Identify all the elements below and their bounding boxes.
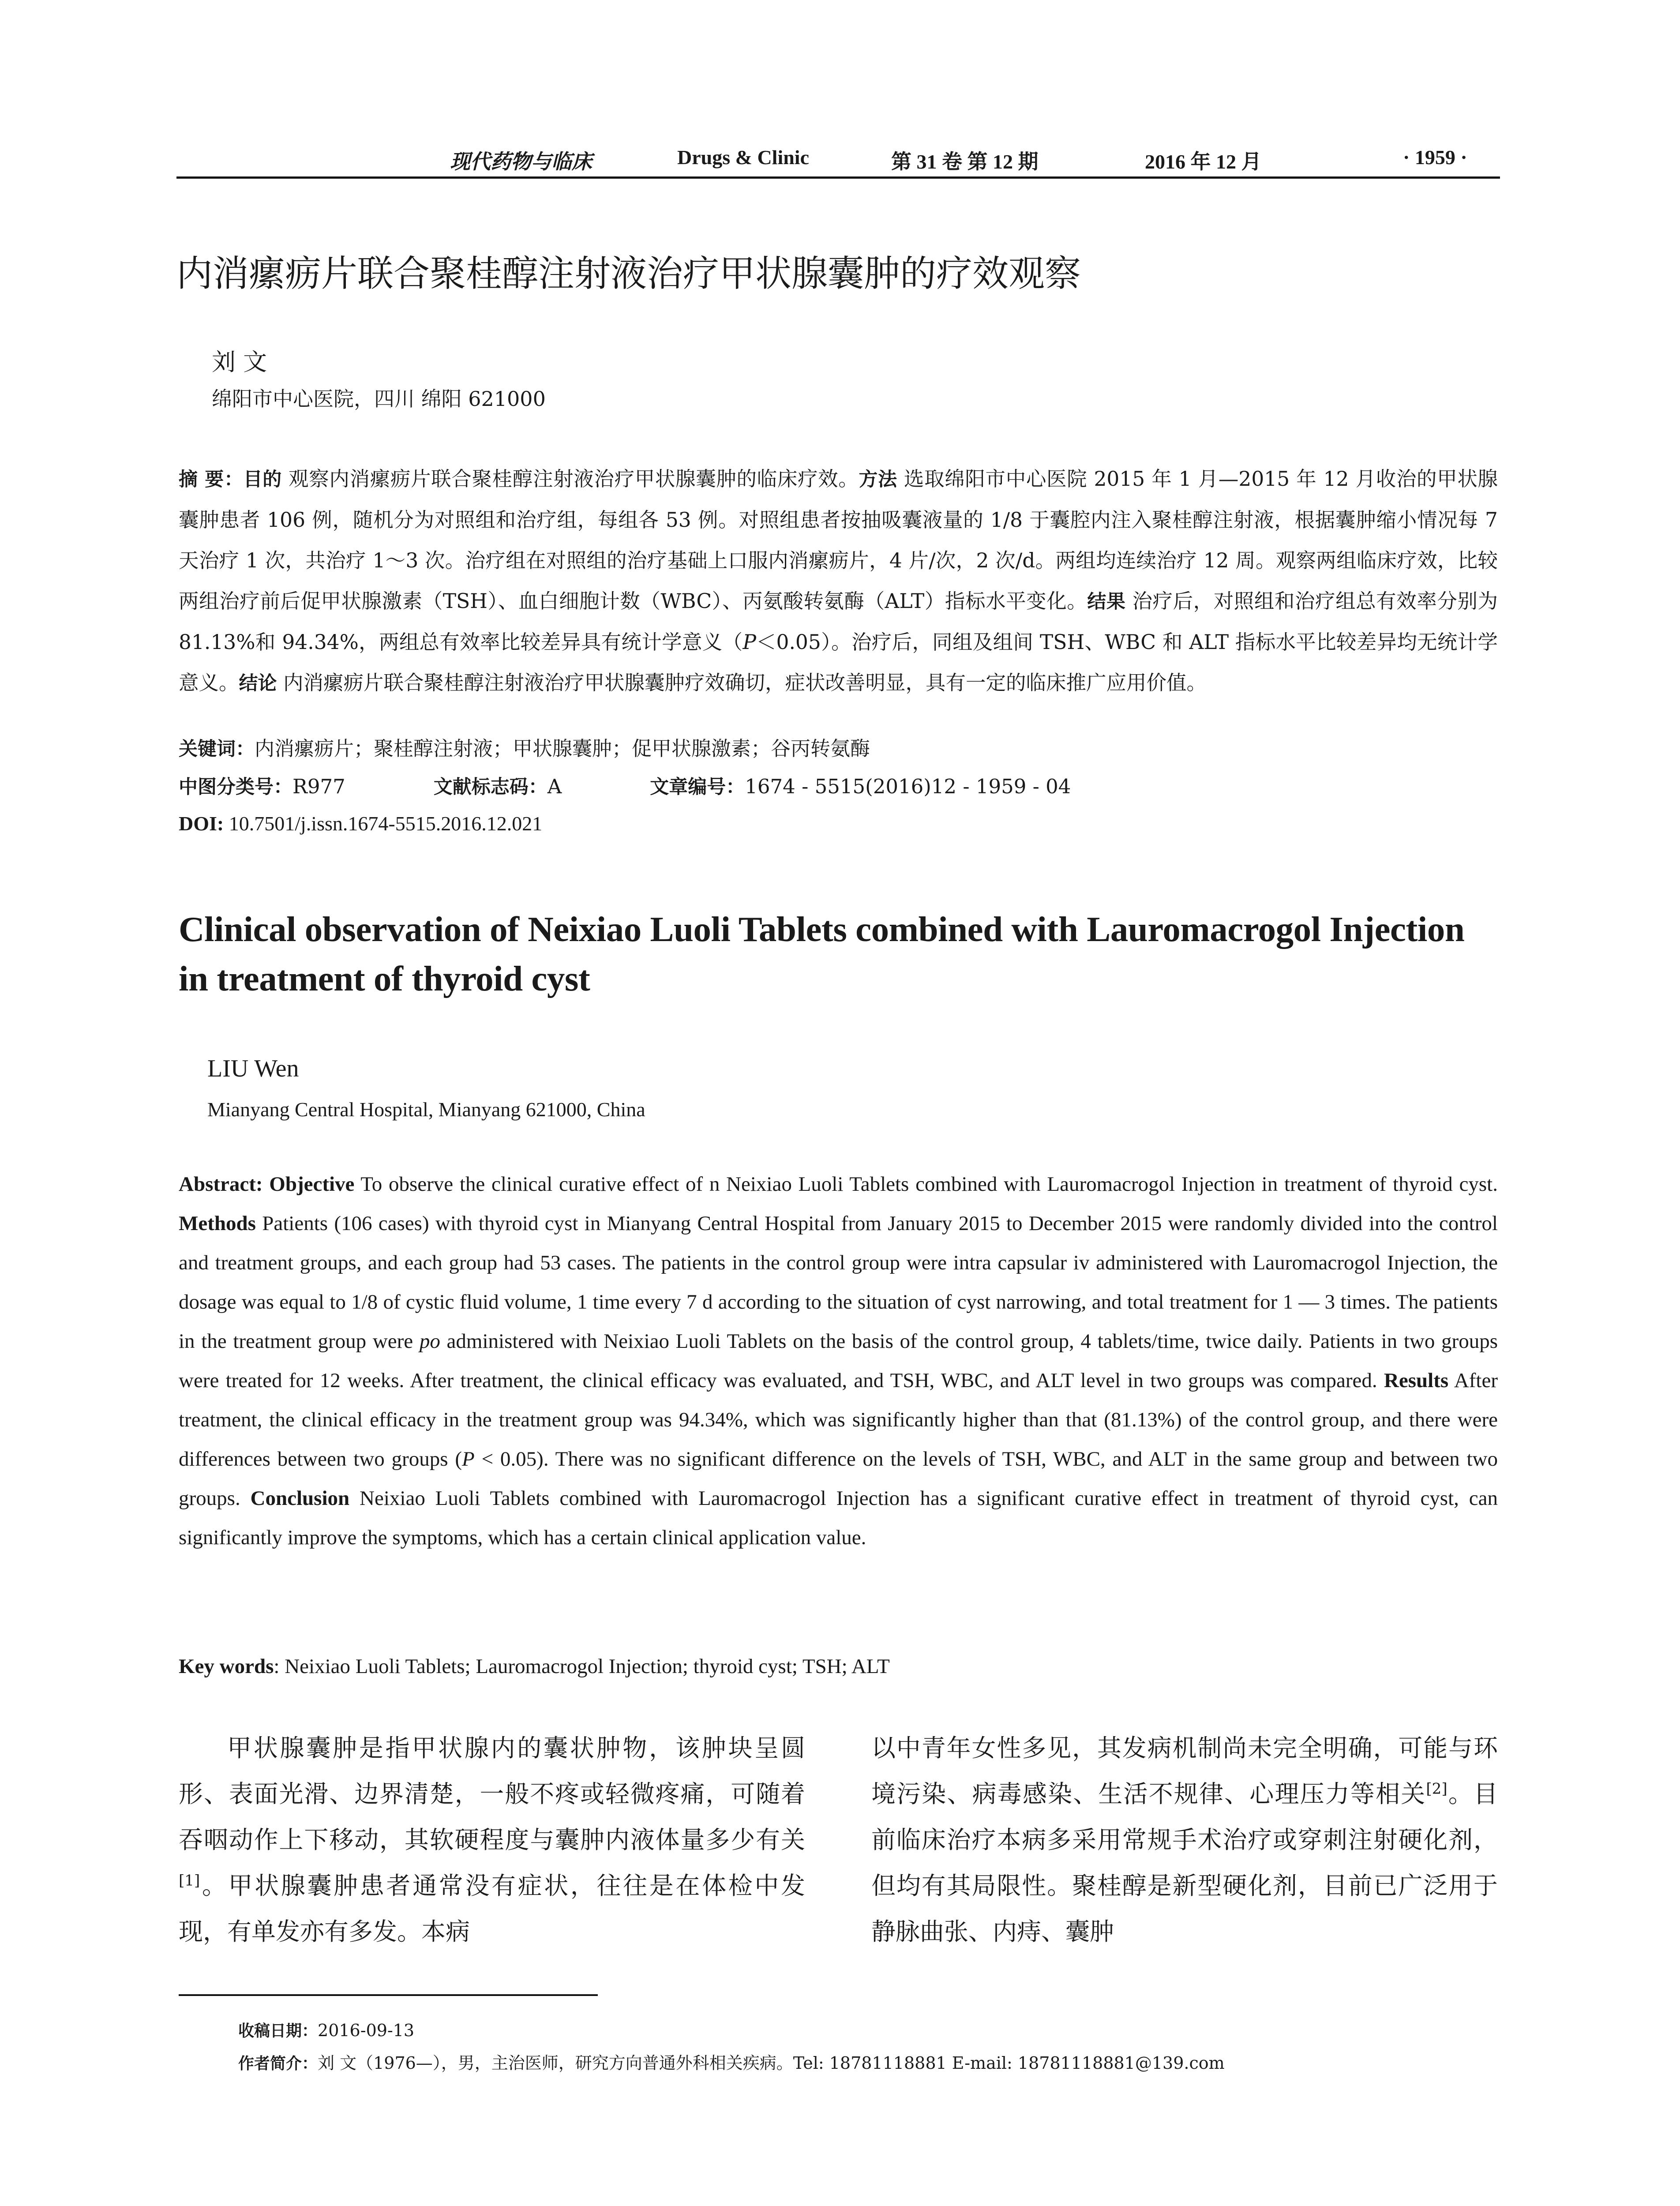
objective-label-cn: 目的 (243, 469, 282, 491)
classification-line (179, 772, 1071, 799)
author-cn: 刘 文 (212, 348, 267, 376)
clc-label: 中图分类号： (179, 776, 292, 798)
conclusion-text-cn: 内消瘰疬片联合聚桂醇注射液治疗甲状腺囊肿疗效确切，症状改善明显，具有一定的临床推广应用价值。 (277, 671, 1207, 694)
objective-text-cn: 观察内消瘰疬片联合聚桂醇注射液治疗甲状腺囊肿的临床疗效。 (281, 467, 859, 491)
issue-date: 2016 年 12 月 (1145, 150, 1262, 173)
results-label-cn: 结果 (1087, 591, 1126, 613)
objective-text-en: To observe the clinical curative effect of n Neixiao Luoli Tablets combined with Lauromacrogol Injection in treatment of thyroid cyst. (354, 1173, 1498, 1196)
keywords-text-cn: 内消瘰疬片；聚桂醇注射液；甲状腺囊肿；促甲状腺激素；谷丙转氨酶 (255, 737, 870, 760)
author-bio (238, 2049, 1225, 2074)
conclusion-label-cn: 结论 (239, 672, 277, 694)
doc-code-value: A (547, 775, 562, 798)
footnote-rule (179, 1994, 598, 1996)
journal-name-cn: 现代药物与临床 (450, 150, 592, 173)
running-header (176, 132, 1500, 185)
results-text-en-1: After treatment, the clinical efficacy in the treatment group was 94.34%, which was significantly higher than that (81.13%) of the control group, and there were differences between two groups ( (179, 1369, 1498, 1471)
bio-text: 刘 文（1976—），男，主治医师，研究方向普通外科相关疾病。Tel: 18781118881 E-mail: 18781118881@139.com (318, 2053, 1225, 2073)
received-value: 2016-09-13 (318, 2021, 415, 2040)
abstract-label-en: Abstract: Objective (179, 1173, 355, 1196)
body-left-text-2: 。甲状腺囊肿患者通常没有症状，往往是在体检中发现，有单发亦有多发。本病 (179, 1872, 805, 1946)
methods-text-cn: 选取绵阳市中心医院 2015 年 1 月—2015 年 12 月收治的甲状腺囊肿患者 106 例，随机分为对照组和治疗组，每组各 53 例。对照组患者按抽吸囊液量的 1/8 于囊腔内注入聚桂醇注射液，根据囊肿缩小情况每 7 天治疗 1 次，共治疗 1～3 次。治疗组在对照组的治疗基础上口服内消瘰疬片，4 片/次，2 次/d。两组均连续治疗 12 周。观察两组临床疗效，比较两组治疗前后促甲状腺激素（TSH）、血白细胞计数（WBC）、丙氨酸转氨酶（ALT）指标水平变化。 (179, 467, 1498, 613)
results-text-en-2: < 0.05). There was no significant difference on the levels of TSH, WBC, and ALT in the same group and between two groups. (179, 1448, 1498, 1510)
p-symbol-en: P (462, 1448, 475, 1471)
article-no-value: 1674 - 5515(2016)12 - 1959 - 04 (745, 775, 1071, 798)
body-column-right (871, 1725, 1498, 1955)
keywords-text-en: : Neixiao Luoli Tablets; Lauromacrogol Injection; thyroid cyst; TSH; ALT (274, 1655, 890, 1678)
received-label: 收稿日期： (238, 2022, 318, 2040)
keywords-label-en: Key words (179, 1655, 274, 1678)
keywords-label-cn: 关键词： (179, 738, 255, 760)
title-en: Clinical observation of Neixiao Luoli Tablets combined with Lauromacrogol Injection in treatment of thyroid cyst (179, 909, 1465, 998)
volume-issue: 第 31 卷 第 12 期 (891, 150, 1039, 173)
results-text-cn-2: ＜0.05）。治疗后，同组及组间 TSH、WBC 和 ALT 指标水平比较差异均无统计学意义。 (179, 630, 1498, 694)
citation-1[interactable]: [1] (179, 1872, 200, 1890)
header-rule (176, 176, 1500, 179)
clc-value: R977 (292, 775, 345, 798)
body-right-text-2: 。目前临床治疗本病多采用常规手术治疗或穿刺注射硬化剂，但均有其局限性。聚桂醇是新型硬化剂，目前已广泛用于静脉曲张、内痔、囊肿 (871, 1780, 1498, 1946)
body-right-text-1: 以中青年女性多见，其发病机制尚未完全明确，可能与环境污染、病毒感染、生活不规律、心理压力等相关 (871, 1734, 1498, 1808)
conclusion-text-en: Neixiao Luoli Tablets combined with Lauromacrogol Injection has a significant curative effect in treatment of thyroid cyst, can significantly improve the symptoms, which has a certain clinical application value. (179, 1487, 1498, 1549)
po-italic: po (419, 1330, 440, 1353)
keywords-cn (179, 732, 870, 761)
p-symbol-cn: P (742, 630, 756, 654)
author-en: LIU Wen (207, 1055, 299, 1082)
results-label-en: Results (1384, 1369, 1449, 1392)
abstract-en (179, 1165, 1498, 1557)
affiliation-en: Mianyang Central Hospital, Mianyang 621000, China (207, 1098, 645, 1121)
doi-value: 10.7501/j.issn.1674-5515.2016.12.021 (224, 812, 543, 835)
doc-code-label: 文献标志码： (433, 776, 548, 798)
results-text-cn-1: 治疗后，对照组和治疗组总有效率分别为 81.13%和 94.34%，两组总有效率比较差异具有统计学意义（ (179, 589, 1498, 654)
methods-text-en-1: Patients (106 cases) with thyroid cyst in Mianyang Central Hospital from January 2015 to December 2015 were randomly divided into the control and treatment groups, and each group had 53 cases. The patients in the control group were intra capsular iv administered with Lauromacrogol Injection, the dosage was equal to 1/8 of cystic fluid volume, 1 time every 7 d according to the situation of cyst narrowing, and total treatment for 1 — 3 times. The patients in the treatment group were (179, 1212, 1498, 1353)
abstract-cn (179, 459, 1498, 704)
methods-text-en-2: administered with Neixiao Luoli Tablets on the basis of the control group, 4 tablets/time, twice daily. Patients in two groups were treated for 12 weeks. After treatment, the clinical efficacy was evaluated, and TSH, WBC, and ALT level in two groups was compared. (179, 1330, 1498, 1392)
title-cn: 内消瘰疬片联合聚桂醇注射液治疗甲状腺囊肿的疗效观察 (176, 253, 1081, 295)
methods-label-cn: 方法 (859, 469, 897, 491)
keywords-en (179, 1654, 1498, 1678)
body-left-text-1: 甲状腺囊肿是指甲状腺内的囊状肿物，该肿块呈圆形、表面光滑、边界清楚，一般不疼或轻微疼痛，可随着吞咽动作上下移动，其软硬程度与囊肿内液体量多少有关 (179, 1734, 805, 1854)
bio-label: 作者简介： (238, 2055, 318, 2073)
doi (179, 812, 542, 835)
received-date (238, 2018, 414, 2041)
body-column-left (179, 1725, 805, 1955)
conclusion-label-en: Conclusion (250, 1487, 350, 1510)
citation-2[interactable]: [2] (1426, 1780, 1448, 1798)
abstract-label-cn: 摘 要： (179, 469, 244, 491)
page-number: · 1959 · (1403, 146, 1467, 169)
affiliation-cn: 绵阳市中心医院，四川 绵阳 621000 (212, 387, 546, 411)
methods-label-en: Methods (179, 1212, 256, 1235)
article-no-label: 文章编号： (650, 776, 745, 798)
doi-label: DOI: (179, 812, 224, 835)
journal-name-en: Drugs & Clinic (677, 146, 809, 169)
